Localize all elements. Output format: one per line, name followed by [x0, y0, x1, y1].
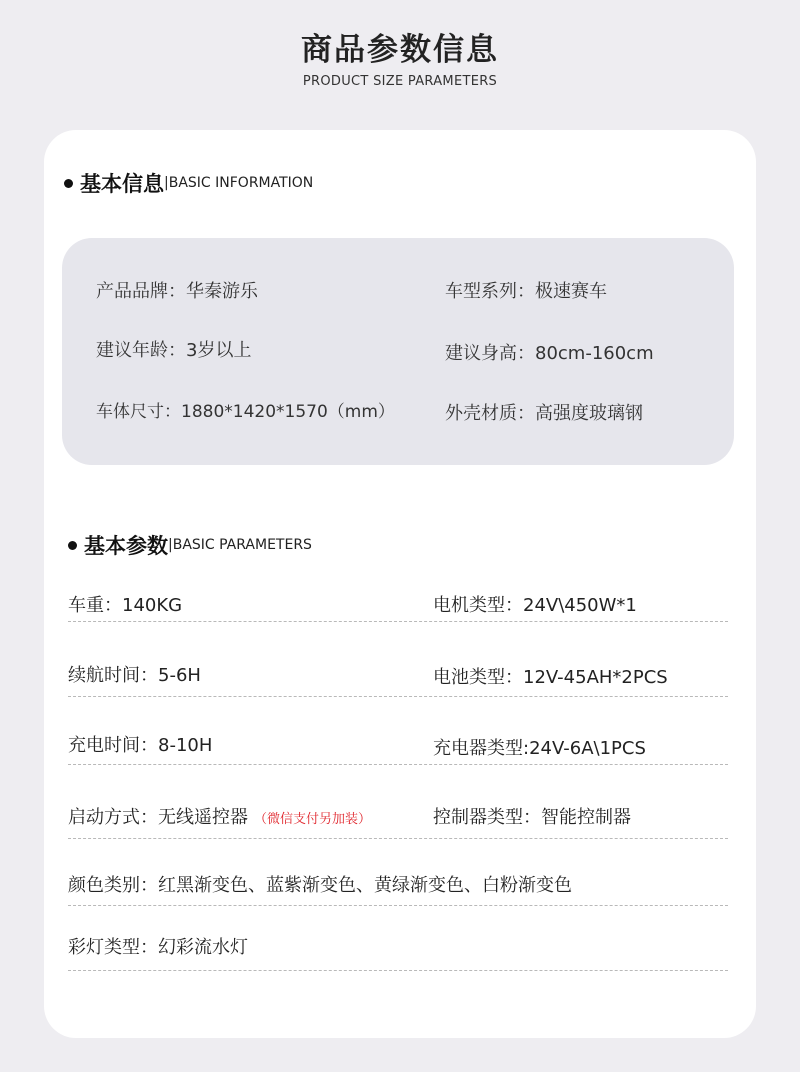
param-charge-time: 充电时间：8-10H	[68, 735, 213, 756]
dashed-divider	[68, 764, 728, 765]
param-light: 彩灯类型：幻彩流水灯	[68, 937, 248, 958]
basic-params-heading	[68, 530, 312, 560]
page-header	[0, 30, 800, 90]
basic-params-heading-cn: 基本参数	[84, 534, 168, 558]
param-weight: 车重：140KG	[68, 595, 183, 616]
param-row-charge	[68, 734, 728, 800]
param-motor: 电机类型：24V\450W*1	[433, 595, 637, 616]
dashed-divider	[68, 621, 728, 622]
info-item-size: 车体尺寸：1880*1420*1570（mm）	[96, 402, 395, 422]
info-item-brand: 产品品牌：华秦游乐	[96, 281, 258, 302]
param-battery: 电池类型：12V-45AH*2PCS	[433, 667, 668, 688]
basic-params-heading-en: |BASIC PARAMETERS	[168, 537, 312, 553]
parameters-card	[44, 130, 756, 1038]
param-color: 颜色类别：红黑渐变色、蓝紫渐变色、黄绿渐变色、白粉渐变色	[68, 875, 572, 896]
param-start-mode: 启动方式：无线遥控器 （微信支付另加装）	[68, 807, 372, 828]
dashed-divider	[68, 970, 728, 971]
param-controller: 控制器类型：智能控制器	[433, 807, 631, 828]
param-row-color	[68, 874, 728, 940]
wechat-pay-note: （微信支付另加装）	[254, 812, 372, 827]
param-row-start-controller	[68, 806, 728, 872]
basic-info-box	[62, 238, 734, 465]
page-subtitle: PRODUCT SIZE PARAMETERS	[302, 74, 498, 89]
dashed-divider	[68, 838, 728, 839]
basic-info-heading-en: |BASIC INFORMATION	[164, 175, 314, 191]
bullet-dot-icon	[68, 541, 77, 550]
info-item-height: 建议身高：80cm-160cm	[445, 343, 654, 364]
dashed-divider	[68, 696, 728, 697]
basic-info-heading	[64, 168, 313, 198]
basic-info-heading-cn: 基本信息	[80, 172, 164, 196]
bullet-dot-icon	[64, 179, 73, 188]
param-endurance: 续航时间：5-6H	[68, 665, 201, 686]
info-item-age: 建议年龄：3岁以上	[96, 340, 252, 361]
param-row-endurance-battery	[68, 664, 728, 730]
info-item-material: 外壳材质：高强度玻璃钢	[445, 403, 643, 424]
param-row-weight-motor	[68, 594, 728, 660]
page-title: 商品参数信息	[301, 32, 499, 68]
info-item-series: 车型系列：极速赛车	[445, 281, 607, 302]
param-row-light	[68, 936, 728, 1002]
dashed-divider	[68, 905, 728, 906]
param-charger: 充电器类型:24V-6A\1PCS	[433, 738, 646, 759]
